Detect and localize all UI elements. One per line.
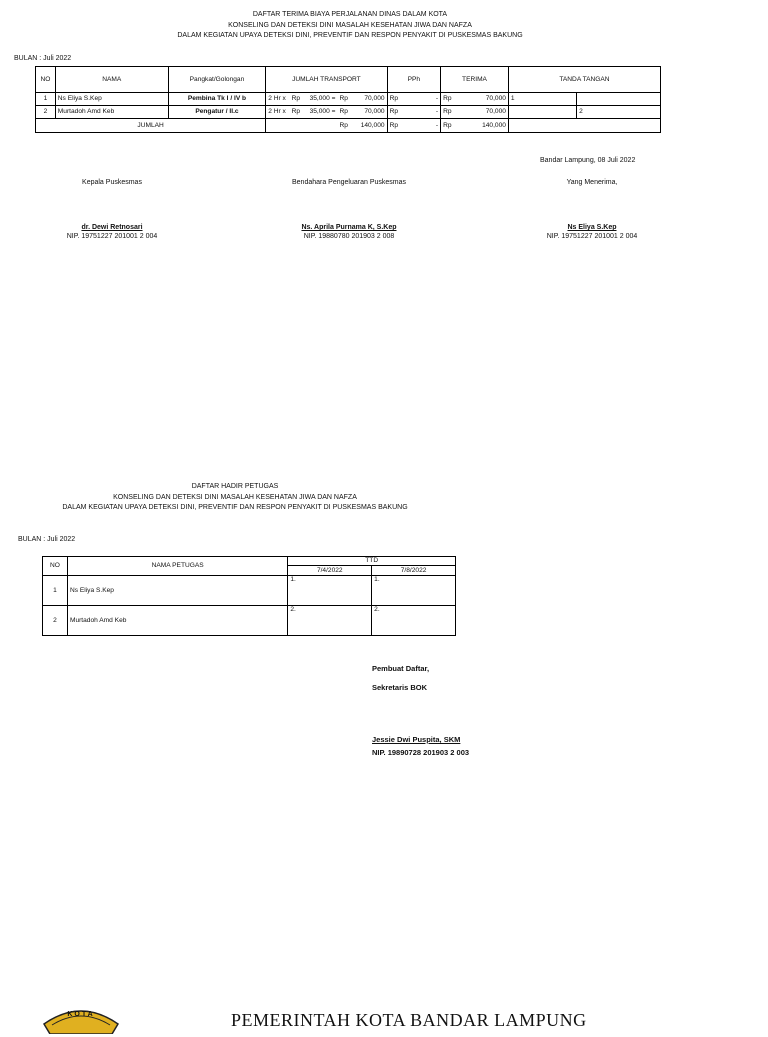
logo-text: KOTA (67, 1011, 95, 1018)
doc1-title-line: KONSELING DAN DETEKSI DINI MASALAH KESEHATAN JIWA DAN NAFZA (228, 21, 472, 29)
signatory-role: Yang Menerima, (566, 179, 618, 186)
cell-hr: 2 Hr x (266, 93, 290, 106)
signatory-name: dr. Dewi Retnosari (81, 224, 143, 232)
col-header-date: 7/4/2022 (288, 566, 372, 576)
jumlah-total: 140,000 (351, 119, 387, 133)
signatory-kepala (12, 179, 212, 241)
signatory-nip: NIP. 19751227 201001 2 004 (546, 232, 638, 240)
table-row (36, 106, 661, 119)
cell-nama: Ns Eliya S.Kep (55, 93, 168, 106)
doc1-title-line: DALAM KEGIATAN UPAYA DETEKSI DINI, PREVENTIF DAN RESPON PENYAKIT DI PUSKESMAS BAKUNG (177, 32, 523, 39)
cell-rp: Rp (441, 93, 454, 106)
cell-total: 70,000 (351, 106, 387, 119)
cell-total: 70,000 (351, 93, 387, 106)
signatory-nip: NIP. 19751227 201001 2 004 (66, 232, 158, 240)
maker-line2: Sekretaris BOK (372, 683, 428, 692)
cell-nama: Murtadoh Amd Keb (55, 106, 168, 119)
cell-pangkat: Pembina Tk I / IV b (168, 93, 266, 106)
cell-rp: Rp (441, 119, 454, 133)
cell-hr: 2 Hr x (266, 106, 290, 119)
cell-rate: 35,000 = (304, 93, 338, 106)
col-header-no: NO (36, 67, 56, 93)
signatory-nip: NIP. 19880780 201903 2 008 (303, 232, 395, 240)
cell-pangkat: Pengatur / II.c (168, 106, 266, 119)
signatory-bendahara (249, 179, 449, 241)
col-header-date: 7/8/2022 (372, 566, 456, 576)
cell-rp: Rp (337, 106, 351, 119)
cell-rp: Rp (337, 119, 351, 133)
signatory-penerima (492, 179, 692, 241)
cell-ttd-2 (577, 93, 661, 106)
col-header-nama: NAMA (55, 67, 168, 93)
cell-sign: 2. (372, 606, 456, 636)
col-header-ttd: TANDA TANGAN (508, 67, 660, 93)
jumlah-pph: - (400, 119, 441, 133)
col-header-pph: PPh (387, 67, 441, 93)
cell-no: 1 (36, 93, 56, 106)
city-logo (40, 1004, 122, 1034)
doc2-title (40, 483, 430, 515)
col-header-transport: JUMLAH TRANSPORT (266, 67, 387, 93)
cell-terima: 70,000 (454, 106, 509, 119)
cell-sign: 2. (288, 606, 372, 636)
col-header-ttd: TTD (288, 557, 456, 566)
place-date: Bandar Lampung, 08 Juli 2022 (540, 157, 636, 164)
cell-terima: 70,000 (454, 93, 509, 106)
doc1-bulan: BULAN : Juli 2022 (14, 55, 72, 62)
doc1-header-row (36, 67, 661, 93)
table-row (43, 606, 456, 636)
cell-ttd-2: 2 (577, 106, 661, 119)
doc2-title-line: DAFTAR HADIR PETUGAS (191, 483, 279, 490)
doc2-table (42, 556, 456, 636)
jumlah-label: JUMLAH (36, 119, 266, 133)
cell-rp: Rp (387, 106, 400, 119)
cell-nama: Murtadoh Amd Keb (67, 606, 287, 636)
doc1-title (0, 11, 700, 43)
cell-pph: - (400, 106, 441, 119)
cell-rp: Rp (387, 119, 400, 133)
cell-pph: - (400, 93, 441, 106)
cell-no: 2 (43, 606, 68, 636)
cell-rp: Rp (441, 106, 454, 119)
signatory-name: Ns Eliya S.Kep (567, 224, 617, 232)
cell-rp: Rp (387, 93, 400, 106)
doc2-title-line: DALAM KEGIATAN UPAYA DETEKSI DINI, PREVENTIF DAN RESPON PENYAKIT DI PUSKESMAS BAKUNG (62, 504, 408, 511)
signatory-name: Ns. Aprila Purnama K, S.Kep (301, 224, 397, 232)
cell-nama: Ns Eliya S.Kep (67, 576, 287, 606)
col-header-nama: NAMA PETUGAS (67, 557, 287, 576)
signatory-role: Kepala Puskesmas (82, 179, 142, 186)
cell-rp: Rp (290, 106, 304, 119)
total-row (36, 119, 661, 133)
footer-heading: PEMERINTAH KOTA BANDAR LAMPUNG (231, 1010, 587, 1030)
cell-rp: Rp (290, 93, 304, 106)
cell-no: 2 (36, 106, 56, 119)
maker-nip: NIP. 19890728 201903 2 003 (372, 748, 470, 757)
cell-rate: 35,000 = (304, 106, 338, 119)
cell-ttd-1: 1 (508, 93, 576, 106)
cell-sign: 1. (288, 576, 372, 606)
table-row (43, 576, 456, 606)
doc2-title-line: KONSELING DAN DETEKSI DINI MASALAH KESEHATAN JIWA DAN NAFZA (113, 493, 357, 501)
col-header-no: NO (43, 557, 68, 576)
col-header-terima: TERIMA (441, 67, 509, 93)
cell-rp: Rp (337, 93, 351, 106)
table-row (36, 93, 661, 106)
doc2-bulan: BULAN : Juli 2022 (18, 536, 76, 543)
maker-line1: Pembuat Daftar, (372, 664, 430, 673)
cell-ttd-1 (508, 106, 576, 119)
col-header-pangkat: Pangkat/Golongan (168, 67, 266, 93)
doc1-table (35, 66, 661, 133)
doc1-title-line: DAFTAR TERIMA BIAYA PERJALANAN DINAS DALAM KOTA (252, 11, 448, 18)
cell-sign: 1. (372, 576, 456, 606)
cell-no: 1 (43, 576, 68, 606)
signatory-role: Bendahara Pengeluaran Puskesmas (291, 179, 407, 186)
jumlah-terima: 140,000 (454, 119, 509, 133)
maker-name: Jessie Dwi Puspita, SKM (372, 735, 461, 744)
